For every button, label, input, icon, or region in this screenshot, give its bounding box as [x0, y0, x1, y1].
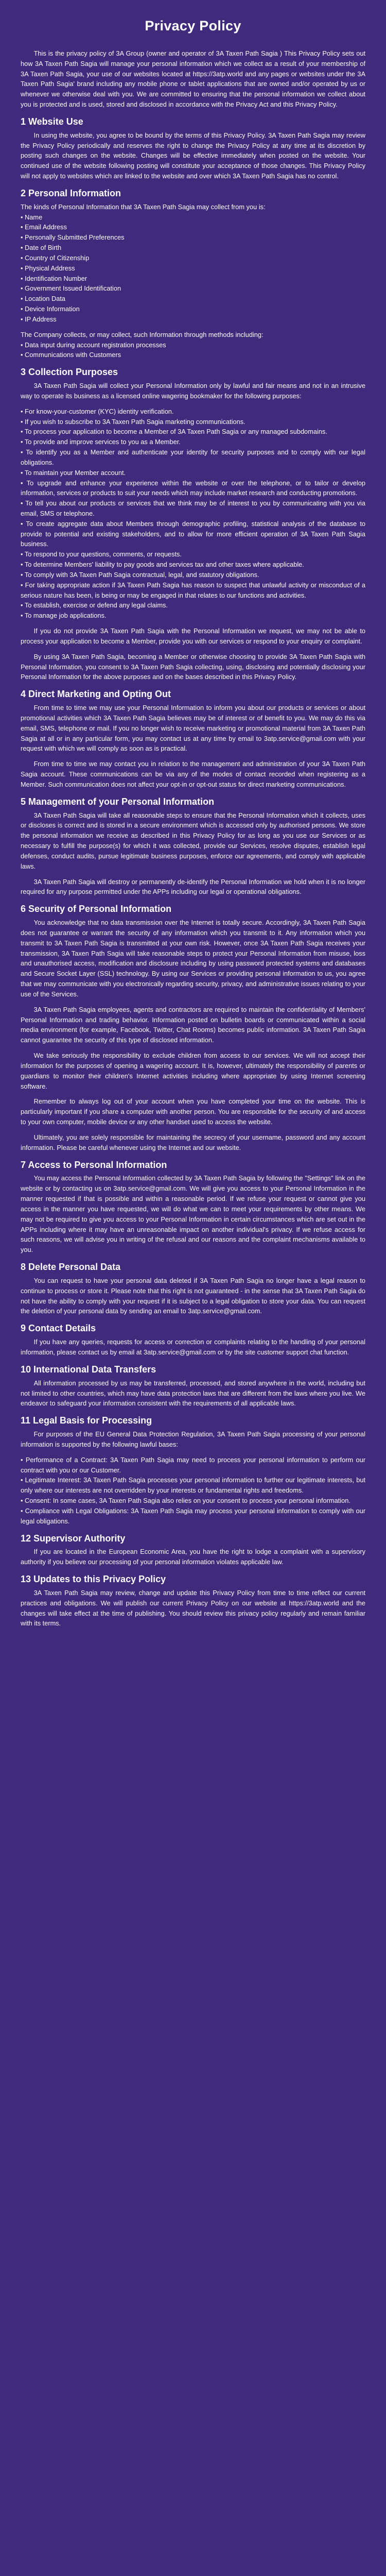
list-item — [21, 350, 365, 360]
bullet-icon: • — [21, 1455, 26, 1464]
section-heading: 2 Personal Information — [21, 188, 121, 198]
list-item-text: IP Address — [25, 315, 57, 323]
section-text: You acknowledge that no data transmission over the Internet is totally secure. Accordingly, 3A Taxen Path Sagia does not guarantee or warrant the security of any information which you transmit to it. Any information which you transmit to 3A Taxen Path Sagia is transmitted at your own risk. However, once 3A Taxen Path Sagia receives your transmission, 3A Taxen Path Sagia will take reasonable steps to protect your Personal Information from misuse, loss and unauthorised access, modification and disclosure including by using password protected systems and databases and Secure Socket Layer (SSL) technology. By using our Services or providing personal information to us, you agree that we may communicate with you electronically regarding security, privacy, and administrative issues relating to your use of the Services. — [21, 919, 365, 998]
section-website-use — [21, 115, 365, 181]
list-item-text: To comply with 3A Taxen Path Sagia contractual, legal, and statutory obligations. — [24, 570, 259, 579]
list-item-text: Personally Submitted Preferences — [25, 233, 125, 242]
list-item-text: To identify you as a Member and authenticate your identity for security purposes and to comply with our legal obligations. — [21, 448, 365, 466]
list-item — [21, 232, 365, 243]
bullet-icon: • — [21, 264, 25, 272]
section-heading: 9 Contact Details — [21, 1323, 96, 1334]
list-item-text: To manage job applications. — [24, 612, 107, 620]
section-text: In using the website, you agree to be bound by the terms of this Privacy Policy. 3A Taxen Path Sagia may review the Privacy Policy periodically and reserves the right to change the Privacy Policy at any time at its discretion by posting such changes on the website. Changes will be effective immediately when posted on the website. Your continued use of the website following posting will constitute your acceptance of those changes. This Privacy Policy will not apply to websites which are linked to the website and over which 3A Taxen Path Sagia has no control. — [21, 131, 365, 180]
bullet-icon: • — [21, 407, 25, 415]
section-management — [21, 795, 365, 897]
list-item-text: Location Data — [25, 295, 66, 303]
section-text: For purposes of the EU General Data Protection Regulation, 3A Taxen Path Sagia processing of your personal information is supported by the following lawful bases: — [21, 1430, 365, 1448]
section-text: All information processed by us may be transferred, processed, and stored anywhere in the world, including but not limited to other countries, which may have data protection laws that are different from the laws where you live. We endeavor to safeguard your information consistent with the requirements of all applicable laws. — [21, 1379, 365, 1408]
bullet-icon: • — [21, 1476, 25, 1484]
list-item-text: To establish, exercise or defend any legal claims. — [24, 601, 168, 609]
list-item-text: Communications with Customers — [25, 351, 121, 359]
section-heading: 1 Website Use — [21, 116, 83, 127]
list-item-text: Performance of a Contract: 3A Taxen Path Sagia may need to process your personal information to perform our contract with you or our Customer. — [21, 1455, 365, 1474]
list-item-text: Legitimate Interest: 3A Taxen Path Sagia processes your personal information to further our legitimate interests, but only where our interests are not overridden by your interests or fundamental rights and freedoms. — [21, 1476, 365, 1495]
list-item-text: Government Issued Identification — [25, 284, 121, 293]
list-item — [21, 294, 365, 304]
list-item — [21, 417, 365, 427]
bullet-icon: • — [21, 305, 25, 313]
list-item — [21, 611, 365, 621]
section-direct-marketing — [21, 687, 365, 790]
list-item — [21, 600, 365, 611]
bullet-icon: • — [21, 351, 25, 359]
list-item — [21, 1475, 365, 1496]
list-item-text: To tell you about our products or services that we think may be of interest to you by communicating with you via email, SMS or telephone. — [21, 499, 365, 517]
list-item — [21, 427, 365, 437]
section-text: Ultimately, you are solely responsible for maintaining the secrecy of your username, password and any account information. Please be careful whenever using the Internet and our website. — [21, 1133, 365, 1151]
section-personal-information — [21, 187, 365, 360]
list-item-text: Name — [25, 213, 43, 221]
list-item-text: Date of Birth — [25, 244, 62, 252]
section-heading: 13 Updates to this Privacy Policy — [21, 1574, 166, 1585]
list-item — [21, 1496, 365, 1506]
bullet-icon: • — [21, 519, 26, 528]
list-item-text: Device Information — [25, 305, 80, 313]
list-item-text: To process your application to become a Member of 3A Taxen Path Sagia or any managed subdomains. — [24, 428, 327, 436]
list-item-text: To maintain your Member account. — [24, 468, 126, 477]
section-heading: 6 Security of Personal Information — [21, 904, 172, 914]
list-item-text: Physical Address — [25, 264, 75, 272]
list-item-text: For know-your-customer (KYC) identity verification. — [25, 407, 174, 415]
section-heading: 11 Legal Basis for Processing — [21, 1415, 152, 1426]
list-item — [21, 212, 365, 223]
section-text: We take seriously the responsibility to exclude children from access to our services. We will not accept their information for the purposes of opening a wagering account. It is, however, ultimately the responsibility of parents or guardians to monitor their children's Internet activities including where appropriate by using Internet screening software. — [21, 1052, 365, 1090]
bullet-icon: • — [21, 448, 26, 456]
list-item — [21, 222, 365, 232]
list-item — [21, 468, 365, 478]
list-item — [21, 406, 365, 417]
bullet-icon: • — [21, 253, 25, 262]
collection-methods-list — [21, 340, 365, 361]
list-item-text: To provide and improve services to you as a Member. — [24, 438, 181, 446]
list-item-text: To determine Members' liability to pay goods and services tax and other taxes where applicable. — [24, 561, 304, 569]
bullet-icon: • — [21, 1506, 25, 1515]
list-item — [21, 253, 365, 263]
list-item — [21, 274, 365, 284]
list-item — [21, 263, 365, 274]
bullet-icon: • — [21, 223, 25, 231]
section-heading: 10 International Data Transfers — [21, 1364, 156, 1375]
section-text: By using 3A Taxen Path Sagia, becoming a Member or otherwise choosing to provide 3A Taxen Path Sagia with Personal Information, you consent to 3A Taxen Path Sagia collecting, using, disclosing and potentially disclosing your Personal Information for the above purposes and on the bases described in this Privacy Policy. — [21, 652, 365, 681]
list-item-text: Identification Number — [25, 274, 87, 282]
list-item — [21, 580, 365, 601]
section-international-transfers — [21, 1363, 365, 1409]
list-item — [21, 519, 365, 549]
section-text: 3A Taxen Path Sagia employees, agents and contractors are required to maintain the confidentiality of Members' Personal Information and trading behavior. Information posted on bulletin boards or communicated within a social media environment (for example, Facebook, Twitter, Chat Rooms) becomes public information. 3A Taxen Path Sagia cannot guarantee the security of this type of disclosed information. — [21, 1005, 365, 1044]
bullet-icon: • — [21, 612, 25, 620]
bullet-icon: • — [21, 601, 25, 609]
list-item — [21, 314, 365, 325]
section-text: From time to time we may contact you in relation to the management and administration of your 3A Taxen Path Sagia account. These communications can be via any of the modes of contact recorded when registering as a Member. Such communication does not affect your opt-in or opt-out status for direct marketing communications. — [21, 760, 365, 788]
section-text: If you have any queries, requests for access or correction or complaints relating to the handling of your personal information, please contact us by email at 3atp.service@gmail.com or by the site customer support chat function. — [21, 1338, 365, 1356]
bullet-icon: • — [21, 550, 25, 558]
section-text: Remember to always log out of your account when you have completed your time on the website. This is particularly important if you share a computer with another person. You are responsible for the security of and access to your own computer, mobile device or any other handset used to access the website. — [21, 1097, 365, 1126]
purposes-list — [21, 406, 365, 621]
list-item — [21, 304, 365, 314]
list-item-text: Compliance with Legal Obligations: 3A Taxen Path Sagia may process your personal information to comply with our legal obligations. — [21, 1506, 365, 1525]
legal-basis-list — [21, 1455, 365, 1527]
section-heading: 12 Supervisor Authority — [21, 1533, 126, 1544]
list-item-text: To upgrade and enhance your experience within the website or over the telephone, or to tailor or develop information, services or products to suit your needs which may include market research and conducting promotions. — [21, 479, 365, 497]
section-heading: 7 Access to Personal Information — [21, 1159, 167, 1170]
intro-paragraph: This is the privacy policy of 3A Group (owner and operator of 3A Taxen Path Sagia ) This Privacy Policy sets out how 3A Taxen Path Sagia will manage your personal information which we collect as a result of your membership of 3A Taxen Path Sagia, your use of our websites located at https://3atp.world and any pages or websites under the 3A Taxen Path Sagia' brand including any mobile phone or tablet applications that are owned and/or operated by us or whenever we otherwise deal with you. We are committed to ensuring that the personal information we collect about you is protected and is used, stored and disclosed in accordance with the Privacy Act and this Privacy Policy. — [21, 49, 365, 108]
list-item — [21, 498, 365, 519]
section-collection-purposes — [21, 365, 365, 682]
section-text: If you do not provide 3A Taxen Path Sagia with the Personal Information we request, we may not be able to process your application to become a Member, provide you with our services or respond to your enquiry or complaint. — [21, 627, 365, 645]
list-item-text: Data input during account registration processes — [25, 341, 166, 349]
list-item — [21, 549, 365, 560]
section-text: From time to time we may use your Personal Information to inform you about our products or services or about promotional activities which 3A Taxen Path Sagia believes may be of interest or of benefit to you. We may do this via email, SMS, telephone or mail. If you no longer wish to receive marketing or promotional material from 3A Taxen Path Sagia at all or in any particular form, you may contact us at any time by email to 3atp.service@gmail.com with your request with which we will comply as soon as is practical. — [21, 704, 365, 753]
section-delete-data — [21, 1260, 365, 1316]
info-kinds-list — [21, 212, 365, 325]
section-text: You may access the Personal Information collected by 3A Taxen Path Sagia by following the "Settings" link on the website or by contacting us on 3atp.service@gmail.com. We will give you access to your Personal Information in the manner requested if that is possible and within a reasonable period. If we refuse your request or cannot give you access in the manner you have requested, we will do what we can to meet your requirements by other means. We may not be required to give you access to your Personal Information in certain circumstances which are set out in the APPs including where it may have an unreasonable impact on another individual's privacy. If we refuse access for such reasons, we will advise you in writing of the refusal and our reasons and the complaint mechanisms available to you. — [21, 1174, 365, 1254]
list-item — [21, 1506, 365, 1527]
bullet-icon: • — [21, 499, 26, 507]
section-text: If you are located in the European Economic Area, you have the right to lodge a complaint with a supervisory authority if you believe our processing of your personal information violates applicable law. — [21, 1548, 365, 1566]
list-item-text: Country of Citizenship — [25, 253, 90, 262]
section-text: The kinds of Personal Information that 3A Taxen Path Sagia may collect from you is: — [21, 202, 266, 211]
bullet-icon: • — [21, 341, 25, 349]
section-supervisor — [21, 1532, 365, 1568]
section-heading: 3 Collection Purposes — [21, 367, 118, 378]
bullet-icon: • — [21, 315, 25, 323]
section-text: 3A Taxen Path Sagia may review, change and update this Privacy Policy from time to time reflect our current practices and obligations. We will publish our current Privacy Policy on our website at https://3atp.world and the changes will take effect at the time of publishing. You should review this privacy policy regularly and remain familiar with its terms. — [21, 1588, 365, 1628]
list-item-text: Consent: In some cases, 3A Taxen Path Sagia also relies on your consent to process your personal information. — [25, 1497, 350, 1505]
section-text: 3A Taxen Path Sagia will destroy or permanently de-identify the Personal Information we hold when it is no longer required for any purpose permitted under the APPs including our legal or operational obligations. — [21, 877, 365, 896]
section-heading: 4 Direct Marketing and Opting Out — [21, 689, 171, 700]
section-heading: 8 Delete Personal Data — [21, 1262, 121, 1273]
bullet-icon: • — [21, 561, 25, 569]
bullet-icon: • — [21, 438, 25, 446]
bullet-icon: • — [21, 233, 25, 242]
list-item — [21, 560, 365, 570]
list-item-text: Email Address — [25, 223, 67, 231]
bullet-icon: • — [21, 417, 25, 426]
list-item-text: To respond to your questions, comments, or requests. — [24, 550, 182, 558]
bullet-icon: • — [21, 428, 25, 436]
list-item — [21, 478, 365, 499]
list-item — [21, 447, 365, 468]
section-heading: 5 Management of your Personal Information — [21, 796, 215, 807]
list-item — [21, 283, 365, 294]
bullet-icon: • — [21, 213, 25, 221]
section-security — [21, 902, 365, 1153]
bullet-icon: • — [21, 1497, 25, 1505]
bullet-icon: • — [21, 479, 27, 487]
bullet-icon: • — [21, 274, 25, 282]
list-item-text: For taking appropriate action if 3A Taxen Path Sagia has reason to suspect that unlawful activity or misconduct of a serious nature has been, is being or may be engaged in that relates to our functions and activities. — [21, 581, 365, 599]
list-item — [21, 1455, 365, 1476]
list-item-text: To create aggregate data about Members through demographic profiling, statistical analysis of the database to provide to potential and existing stakeholders, and to allow for more efficient operation of 3A Taxen Path Sagia business. — [21, 519, 366, 548]
list-item — [21, 570, 365, 580]
list-item — [21, 243, 365, 253]
section-access — [21, 1158, 365, 1256]
list-item-text: If you wish to subscribe to 3A Taxen Path Sagia marketing communications. — [25, 417, 245, 426]
section-text: The Company collects, or may collect, such Information through methods including: — [21, 330, 264, 338]
bullet-icon: • — [21, 295, 25, 303]
bullet-icon: • — [21, 468, 25, 477]
bullet-icon: • — [21, 581, 25, 589]
section-text: You can request to have your personal data deleted if 3A Taxen Path Sagia no longer have a legal reason to continue to process or store it. Please note that this right is not guaranteed - in the sense that 3A Taxen Path Sagia do not have the ability to comply with your request if it is subject to a legal obligation to store your data. You can request the deletion of your personal data by sending an email to 3atp.service@gmail.com. — [21, 1276, 365, 1315]
section-text: 3A Taxen Path Sagia will take all reasonable steps to ensure that the Personal Information which it collects, uses or discloses is correct and is stored in a secure environment which is accessed only by authorised persons. We store the personal information we receive as described in this Privacy Policy for as long as you use our Services or as necessary to fulfill the purpose(s) for which it was collected, provide our Services, resolve disputes, establish legal defenses, conduct audits, pursue legitimate business purposes, enforce our agreements, and comply with applicable laws. — [21, 811, 365, 870]
list-item — [21, 437, 365, 447]
bullet-icon: • — [21, 570, 25, 579]
list-item — [21, 340, 365, 350]
bullet-icon: • — [21, 284, 25, 293]
section-legal-basis — [21, 1414, 365, 1526]
section-contact — [21, 1321, 365, 1358]
page-title: Privacy Policy — [145, 18, 241, 33]
section-updates — [21, 1572, 365, 1629]
bullet-icon: • — [21, 244, 25, 252]
section-text: 3A Taxen Path Sagia will collect your Personal Information only by lawful and fair means and not in an intrusive way to operate its business as a licensed online wagering bookmaker for the following purposes: — [21, 382, 365, 400]
